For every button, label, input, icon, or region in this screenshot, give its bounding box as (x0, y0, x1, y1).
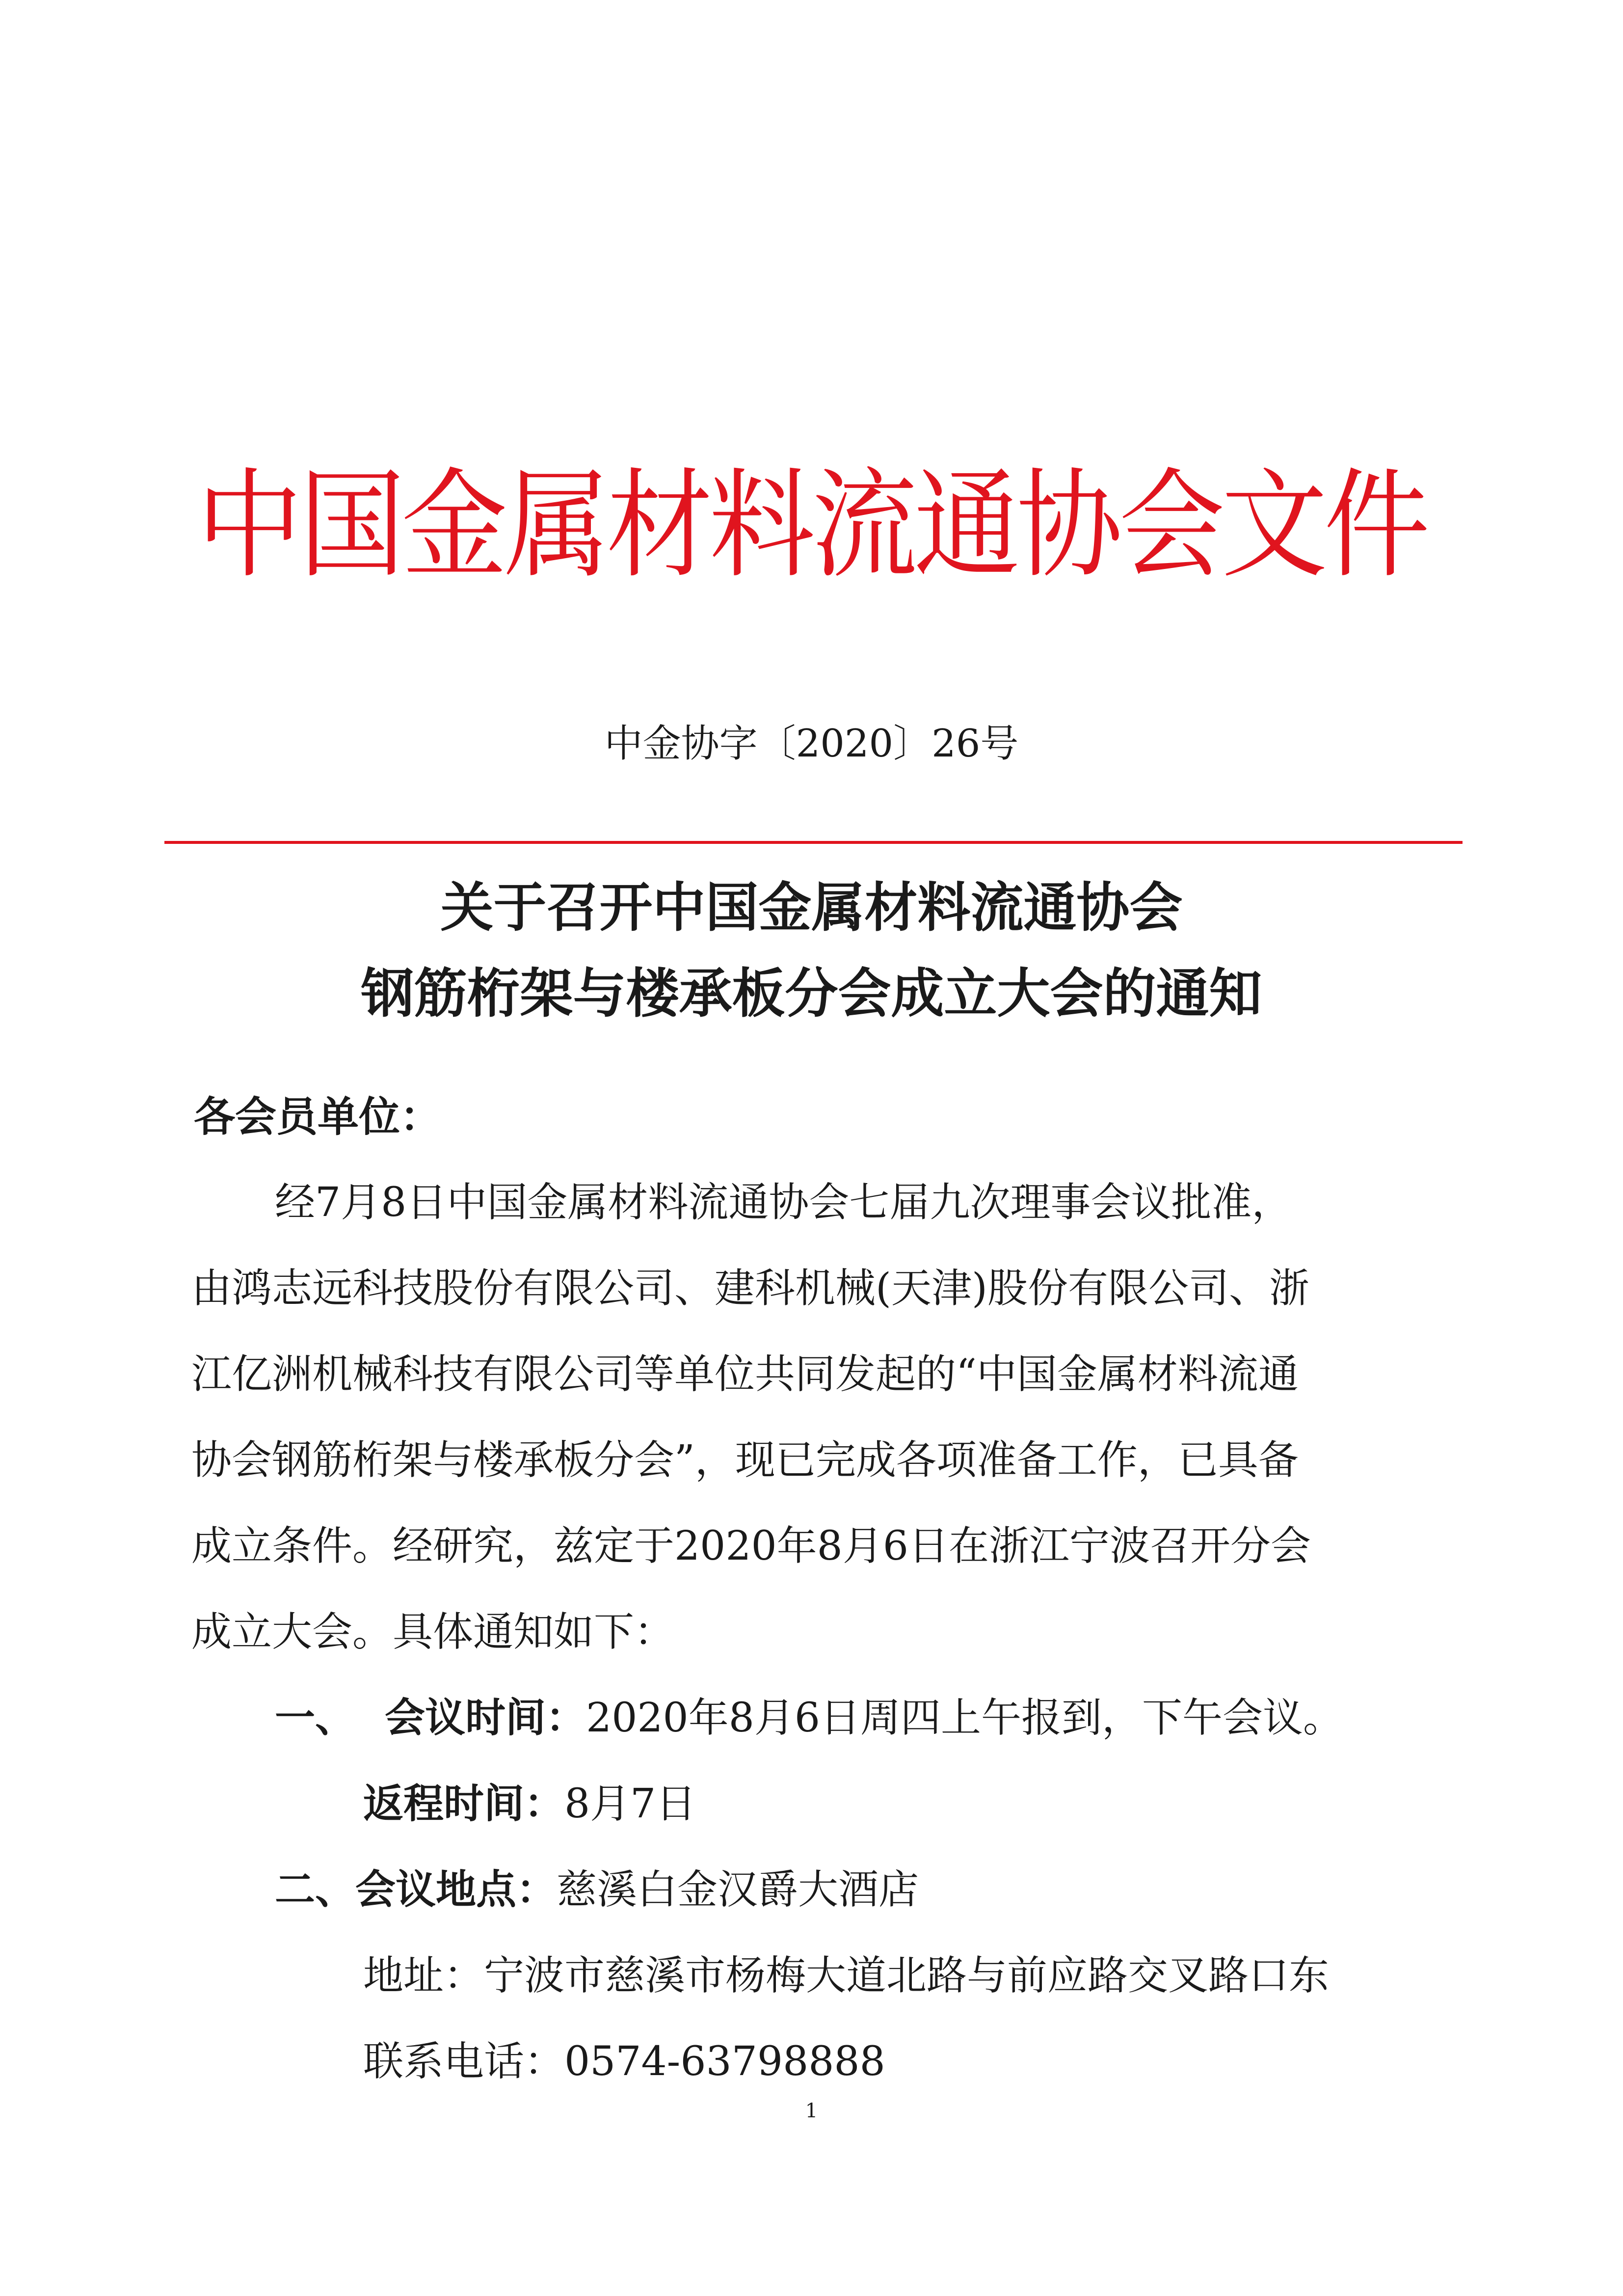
salutation: 各会员单位： (194, 1093, 442, 1141)
masthead-title: 中国金属材料流通协会文件 (196, 457, 1427, 594)
notice-title-line-2: 钢筋桁架与楼承板分会成立大会的通知 (361, 963, 1262, 1025)
return-time-line (363, 1777, 696, 1831)
body-line-2: 由鸿志远科技股份有限公司、建科机械(天津)股份有限公司、浙 (191, 1265, 1309, 1312)
venue-line (275, 1863, 919, 1917)
body-line-5: 成立条件。经研究，兹定于2020年8月6日在浙江宁波召开分会 (191, 1523, 1311, 1569)
phone-line: 联系电话：0574-63798888 (363, 2038, 885, 2085)
return-time-value: 8月7日 (564, 1781, 696, 1827)
document-number: 中金协字〔2020〕26号 (604, 722, 1019, 766)
meeting-time-number: 一、 (275, 1695, 356, 1741)
venue-number: 二、 (275, 1866, 356, 1913)
address-line: 地址：宁波市慈溪市杨梅大道北路与前应路交叉路口东 (363, 1952, 1330, 1999)
venue-value: 慈溪白金汉爵大酒店 (557, 1866, 919, 1913)
body-line-3: 江亿洲机械科技有限公司等单位共同发起的“中国金属材料流通 (191, 1351, 1299, 1398)
body-line-6: 成立大会。具体通知如下： (191, 1609, 675, 1655)
body-line-4: 协会钢筋桁架与楼承板分会”，现已完成各项准备工作，已具备 (191, 1437, 1299, 1484)
return-time-label: 返程时间： (363, 1781, 565, 1827)
meeting-time-line (275, 1691, 1343, 1745)
red-divider-line (164, 841, 1463, 844)
venue-label: 会议地点： (355, 1866, 557, 1913)
notice-title-line-1: 关于召开中国金属材料流通协会 (440, 877, 1183, 939)
meeting-time-label: 会议时间： (385, 1695, 586, 1741)
page-number: 1 (805, 2100, 818, 2122)
body-line-1: 经7月8日中国金属材料流通协会七届九次理事会议批准， (275, 1179, 1292, 1226)
meeting-time-value: 2020年8月6日周四上午报到，下午会议。 (586, 1695, 1344, 1741)
